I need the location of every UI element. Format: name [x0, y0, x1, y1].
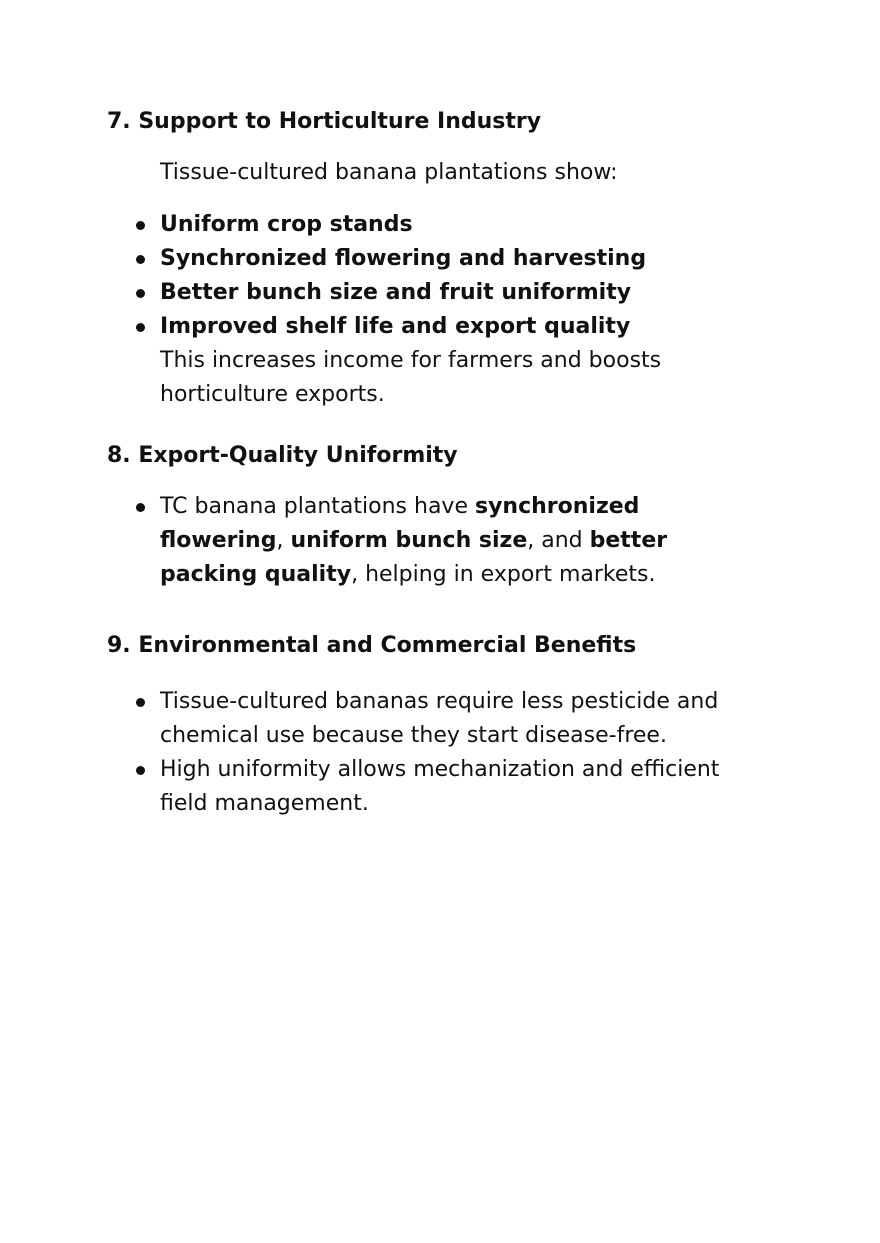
list-item-text: Tissue-cultured bananas require less pesticide and chemical use because they start disease-free. — [160, 689, 719, 748]
list-item — [0, 310, 770, 412]
section-9-list — [0, 685, 880, 821]
bullet-icon — [136, 289, 145, 298]
list-item — [0, 685, 770, 753]
list-item — [0, 208, 770, 242]
text-run: , helping in export markets. — [351, 562, 656, 587]
list-item-text: Better bunch size and fruit uniformity — [160, 280, 632, 305]
bold-text-run: uniform bunch size — [290, 528, 528, 553]
bullet-icon — [136, 503, 145, 512]
list-item — [0, 242, 770, 276]
section-8-list — [0, 490, 880, 592]
bullet-icon — [136, 221, 145, 230]
bold-text-run: synchronized flowering — [160, 494, 640, 553]
list-item-text: High uniformity allows mechanization and efficient field management. — [160, 757, 720, 816]
section-7-intro: Tissue-cultured banana plantations show: — [160, 160, 618, 185]
list-item — [0, 490, 770, 592]
list-item-text: Synchronized flowering and harvesting — [160, 246, 647, 271]
section-7-list — [0, 208, 880, 412]
text-run: TC banana plantations have — [160, 494, 475, 519]
list-item-text: Uniform crop stands — [160, 212, 413, 237]
list-item — [0, 753, 770, 821]
bold-text-run: better packing quality — [160, 528, 668, 587]
text-run: , and — [527, 528, 590, 553]
section-7-heading: 7. Support to Horticulture Industry — [107, 109, 542, 134]
section-9-heading: 9. Environmental and Commercial Benefits — [107, 633, 637, 658]
list-item — [0, 276, 770, 310]
section-7-note: This increases income for farmers and boosts horticulture exports. — [160, 348, 662, 407]
section-8-heading: 8. Export-Quality Uniformity — [107, 443, 458, 468]
list-item-text: Improved shelf life and export quality — [160, 314, 631, 339]
bullet-icon — [136, 323, 145, 332]
bullet-icon — [136, 255, 145, 264]
bullet-icon — [136, 698, 145, 707]
bullet-icon — [136, 766, 145, 775]
text-run: , — [276, 528, 291, 553]
